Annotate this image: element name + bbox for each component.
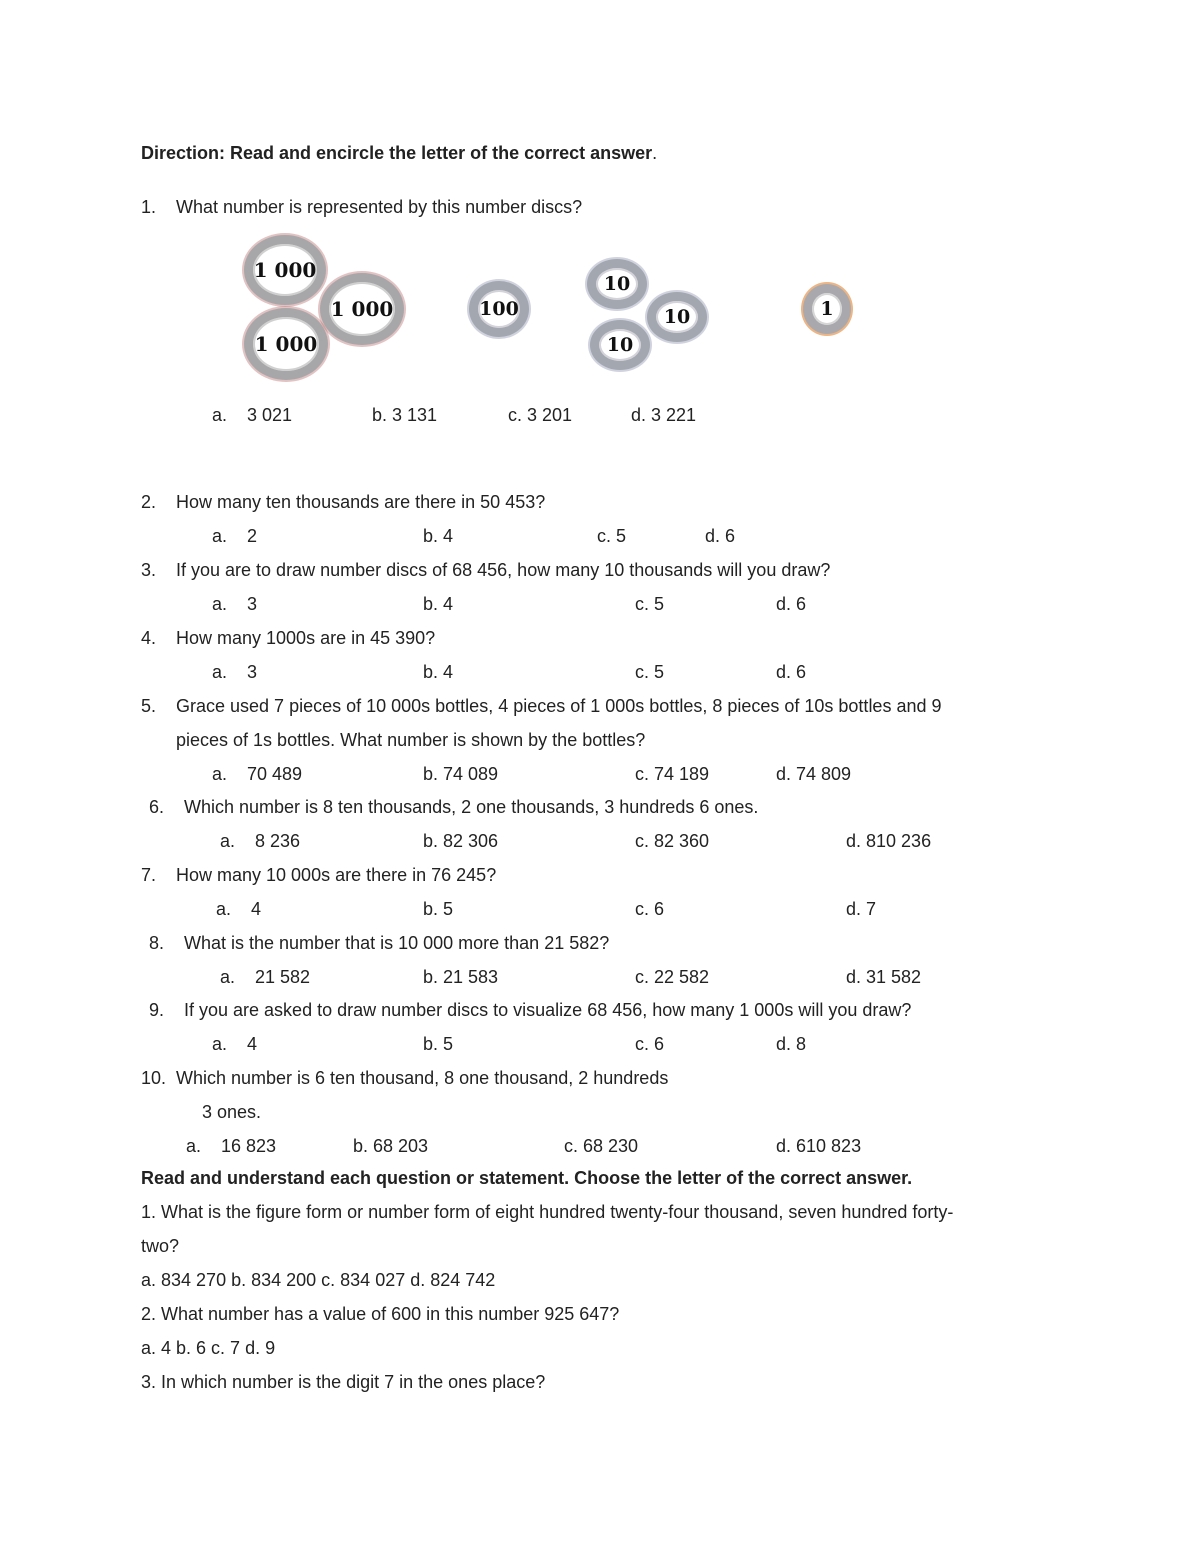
- q7-option-d[interactable]: d. 7: [846, 899, 877, 919]
- disc-10-right: 10: [647, 292, 707, 342]
- q1-text: What number is represented by this number discs?: [176, 197, 583, 217]
- direction-period: .: [652, 143, 658, 163]
- q9-option-a-letter[interactable]: a.: [212, 1034, 228, 1054]
- q6-option-d[interactable]: d. 810 236: [846, 831, 932, 851]
- q2-option-a[interactable]: 2: [247, 526, 258, 546]
- q9-number: 9.: [149, 1000, 165, 1020]
- q3-text: If you are to draw number discs of 68 456, how many 10 thousands will you draw?: [176, 560, 831, 580]
- q3-option-d[interactable]: d. 6: [776, 594, 807, 614]
- q6-option-c[interactable]: c. 82 360: [635, 831, 710, 851]
- q9-option-d[interactable]: d. 8: [776, 1034, 807, 1054]
- q9-option-b[interactable]: b. 5: [423, 1034, 454, 1054]
- q4-option-a[interactable]: 3: [247, 662, 258, 682]
- q10-text: Which number is 6 ten thousand, 8 one thousand, 2 hundreds: [176, 1068, 669, 1088]
- q6-text: Which number is 8 ten thousands, 2 one thousands, 3 hundreds 6 ones.: [184, 797, 759, 817]
- q5-text-cont: pieces of 1s bottles. What number is shown by the bottles?: [176, 730, 646, 750]
- q5-option-c[interactable]: c. 74 189: [635, 764, 710, 784]
- q5-option-b[interactable]: b. 74 089: [423, 764, 499, 784]
- q1-number: 1.: [141, 197, 157, 217]
- q7-number: 7.: [141, 865, 157, 885]
- q9-text: If you are asked to draw number discs to visualize 68 456, how many 1 000s will you draw?: [184, 1000, 912, 1020]
- q10-option-a[interactable]: 16 823: [221, 1136, 277, 1156]
- disc-1000-bottom: 1 000: [244, 308, 328, 380]
- q4-option-b[interactable]: b. 4: [423, 662, 454, 682]
- q10-text-cont: 3 ones.: [202, 1102, 262, 1122]
- q2-option-c[interactable]: c. 5: [597, 526, 627, 546]
- q1-option-b[interactable]: b. 3 131: [372, 405, 438, 425]
- q5-text: Grace used 7 pieces of 10 000s bottles, 4 pieces of 1 000s bottles, 8 pieces of 10s bottles and 9: [176, 696, 942, 716]
- q9-option-c[interactable]: c. 6: [635, 1034, 665, 1054]
- direction-text: Read and encircle the letter of the correct answer: [225, 143, 653, 163]
- q6-option-b[interactable]: b. 82 306: [423, 831, 499, 851]
- q8-text: What is the number that is 10 000 more than 21 582?: [184, 933, 610, 953]
- q7-option-a-letter[interactable]: a.: [216, 899, 232, 919]
- q6-option-a-letter[interactable]: a.: [220, 831, 236, 851]
- q4-option-d[interactable]: d. 6: [776, 662, 807, 682]
- q2-number: 2.: [141, 492, 157, 512]
- part2-q2-options[interactable]: a. 4 b. 6 c. 7 d. 9: [141, 1338, 276, 1358]
- direction-label: Direction:: [141, 143, 226, 163]
- q7-option-b[interactable]: b. 5: [423, 899, 454, 919]
- q7-text: How many 10 000s are there in 76 245?: [176, 865, 497, 885]
- q9-option-a[interactable]: 4: [247, 1034, 258, 1054]
- q8-option-d[interactable]: d. 31 582: [846, 967, 922, 987]
- q3-option-c[interactable]: c. 5: [635, 594, 665, 614]
- q6-number: 6.: [149, 797, 165, 817]
- disc-1000-top: 1 000: [244, 235, 326, 305]
- q8-option-b[interactable]: b. 21 583: [423, 967, 499, 987]
- q10-option-d[interactable]: d. 610 823: [776, 1136, 862, 1156]
- disc-1000-right: 1 000: [320, 273, 404, 345]
- q8-option-c[interactable]: c. 22 582: [635, 967, 710, 987]
- q3-option-a-letter[interactable]: a.: [212, 594, 228, 614]
- q6-option-a[interactable]: 8 236: [255, 831, 301, 851]
- part2-q3-text: 3. In which number is the digit 7 in the ones place?: [141, 1372, 546, 1392]
- q3-option-a[interactable]: 3: [247, 594, 258, 614]
- q1-option-a[interactable]: 3 021: [247, 405, 293, 425]
- q10-option-c[interactable]: c. 68 230: [564, 1136, 639, 1156]
- q3-option-b[interactable]: b. 4: [423, 594, 454, 614]
- q8-option-a[interactable]: 21 582: [255, 967, 311, 987]
- q7-option-c[interactable]: c. 6: [635, 899, 665, 919]
- q8-number: 8.: [149, 933, 165, 953]
- part2-heading: Read and understand each question or statement. Choose the letter of the correct answer.: [141, 1168, 913, 1188]
- disc-10-top: 10: [587, 259, 647, 309]
- q1-option-c[interactable]: c. 3 201: [508, 405, 573, 425]
- q1-option-a-letter[interactable]: a.: [212, 405, 228, 425]
- q5-number: 5.: [141, 696, 157, 716]
- q8-option-a-letter[interactable]: a.: [220, 967, 236, 987]
- q5-option-a-letter[interactable]: a.: [212, 764, 228, 784]
- q2-option-a-letter[interactable]: a.: [212, 526, 228, 546]
- direction-heading: [141, 142, 657, 164]
- part2-q1-text: 1. What is the figure form or number form of eight hundred twenty-four thousand, seven hundred forty-: [141, 1202, 954, 1222]
- q4-option-a-letter[interactable]: a.: [212, 662, 228, 682]
- q1-option-d[interactable]: d. 3 221: [631, 405, 697, 425]
- disc-100: 100: [469, 281, 529, 337]
- part2-q1-options[interactable]: a. 834 270 b. 834 200 c. 834 027 d. 824 742: [141, 1270, 496, 1290]
- q10-number: 10.: [141, 1068, 167, 1088]
- q5-option-d[interactable]: d. 74 809: [776, 764, 852, 784]
- q5-option-a[interactable]: 70 489: [247, 764, 303, 784]
- q2-text: How many ten thousands are there in 50 453?: [176, 492, 546, 512]
- disc-1: 1: [803, 284, 851, 334]
- q10-option-a-letter[interactable]: a.: [186, 1136, 202, 1156]
- q2-option-d[interactable]: d. 6: [705, 526, 736, 546]
- q3-number: 3.: [141, 560, 157, 580]
- q4-number: 4.: [141, 628, 157, 648]
- part2-q2-text: 2. What number has a value of 600 in this number 925 647?: [141, 1304, 620, 1324]
- q7-option-a[interactable]: 4: [251, 899, 262, 919]
- disc-10-bottom: 10: [590, 320, 650, 370]
- q2-option-b[interactable]: b. 4: [423, 526, 454, 546]
- q4-text: How many 1000s are in 45 390?: [176, 628, 436, 648]
- q10-option-b[interactable]: b. 68 203: [353, 1136, 429, 1156]
- part2-q1-text-cont: two?: [141, 1236, 180, 1256]
- q4-option-c[interactable]: c. 5: [635, 662, 665, 682]
